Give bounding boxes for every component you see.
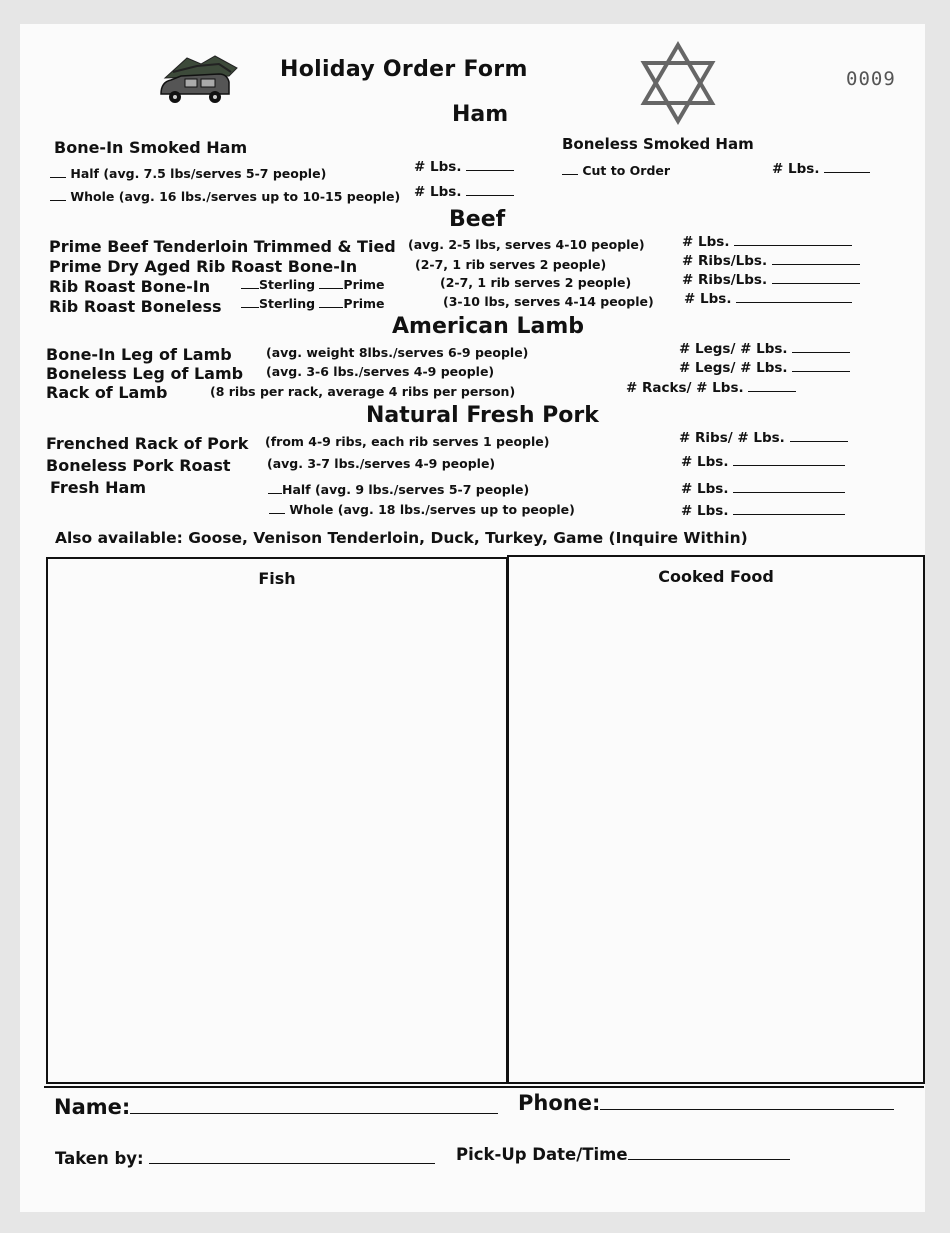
beef-dry-aged-qty-field[interactable]: # Ribs/Lbs. xyxy=(682,253,860,269)
star-of-david-icon xyxy=(638,41,718,125)
phone-field[interactable]: Phone: xyxy=(518,1091,894,1115)
ham-half-option[interactable]: Half (avg. 7.5 lbs/serves 5-7 people) xyxy=(50,166,326,181)
beef-item-name: Prime Beef Tenderloin Trimmed & Tied xyxy=(49,237,396,256)
cooked-food-box-title: Cooked Food xyxy=(658,567,774,586)
pork-roast-qty-field[interactable]: # Lbs. xyxy=(681,454,845,470)
beef-rib-boneless-qty-field[interactable]: # Lbs. xyxy=(684,291,852,307)
lamb-rack-qty-field[interactable]: # Racks/ # Lbs. xyxy=(626,380,796,396)
pork-heading: Natural Fresh Pork xyxy=(366,403,599,428)
beef-item-name: Rib Roast Bone-In xyxy=(49,277,211,296)
beef-item-note: (3-10 lbs, serves 4-14 people) xyxy=(443,294,654,309)
beef-item-note: (2-7, 1 rib serves 2 people) xyxy=(440,275,632,290)
lamb-item-note: (avg. 3-6 lbs./serves 4-9 people) xyxy=(266,364,495,379)
ham-heading: Ham xyxy=(452,102,509,127)
also-available-note: Also available: Goose, Venison Tenderloin, Duck, Turkey, Game (Inquire Within) xyxy=(55,529,748,547)
lamb-heading: American Lamb xyxy=(392,314,585,339)
lamb-item-note: (avg. weight 8lbs./serves 6-9 people) xyxy=(266,345,529,360)
ham-cut-to-order-option[interactable]: Cut to Order xyxy=(562,163,670,178)
pork-item-name: Fresh Ham xyxy=(50,478,146,497)
order-form-page xyxy=(20,24,925,1212)
serial-number: 0009 xyxy=(846,68,896,90)
beef-rib-bone-in-qty-field[interactable]: # Ribs/Lbs. xyxy=(682,272,860,288)
beef-heading: Beef xyxy=(449,207,506,232)
beef-item-name: Rib Roast Boneless xyxy=(49,297,222,316)
beef-grade-options[interactable]: Sterling Prime xyxy=(241,277,385,292)
boneless-ham-lbs-field[interactable]: # Lbs. xyxy=(772,161,870,177)
pork-item-note: (from 4-9 ribs, each rib serves 1 people) xyxy=(265,434,550,449)
cooked-food-box[interactable] xyxy=(507,555,925,1084)
beef-item-note: (avg. 2-5 lbs, serves 4-10 people) xyxy=(408,237,645,252)
boneless-ham-label: Boneless Smoked Ham xyxy=(562,135,754,153)
pork-rack-qty-field[interactable]: # Ribs/ # Lbs. xyxy=(679,430,848,446)
lamb-bone-in-qty-field[interactable]: # Legs/ # Lbs. xyxy=(679,341,850,357)
fish-box-title: Fish xyxy=(258,569,296,588)
fish-box[interactable] xyxy=(46,557,508,1084)
ham-half-lbs-field[interactable]: # Lbs. xyxy=(414,159,514,175)
lamb-boneless-qty-field[interactable]: # Legs/ # Lbs. xyxy=(679,360,850,376)
beef-item-note: (2-7, 1 rib serves 2 people) xyxy=(415,257,607,272)
beef-item-name: Prime Dry Aged Rib Roast Bone-In xyxy=(49,257,358,276)
beef-tenderloin-qty-field[interactable]: # Lbs. xyxy=(682,234,852,250)
fresh-ham-whole-qty-field[interactable]: # Lbs. xyxy=(681,503,845,519)
ham-whole-option[interactable]: Whole (avg. 16 lbs./serves up to 10-15 people) xyxy=(50,189,400,204)
lamb-item-note: (8 ribs per rack, average 4 ribs per person) xyxy=(210,384,516,399)
pork-item-note: (avg. 3-7 lbs./serves 4-9 people) xyxy=(267,456,496,471)
taken-by-field[interactable]: Taken by: xyxy=(55,1149,435,1168)
fresh-ham-half-option[interactable]: Half (avg. 9 lbs./serves 5-7 people) xyxy=(268,482,529,497)
pork-item-name: Boneless Pork Roast xyxy=(46,456,231,475)
fresh-ham-whole-option[interactable]: Whole (avg. 18 lbs./serves up to people) xyxy=(269,502,575,517)
beef-grade-options[interactable]: Sterling Prime xyxy=(241,296,385,311)
lamb-item-name: Boneless Leg of Lamb xyxy=(46,364,244,383)
lamb-item-name: Rack of Lamb xyxy=(46,383,168,402)
pork-item-name: Frenched Rack of Pork xyxy=(46,434,249,453)
ham-whole-lbs-field[interactable]: # Lbs. xyxy=(414,184,514,200)
name-field[interactable]: Name: xyxy=(54,1095,498,1119)
lamb-item-name: Bone-In Leg of Lamb xyxy=(46,345,232,364)
form-title: Holiday Order Form xyxy=(280,57,528,82)
fresh-ham-half-qty-field[interactable]: # Lbs. xyxy=(681,481,845,497)
divider xyxy=(44,1086,924,1088)
pickup-date-field[interactable]: Pick-Up Date/Time xyxy=(456,1145,790,1164)
bone-in-ham-label: Bone-In Smoked Ham xyxy=(54,138,248,157)
car-with-tree-icon xyxy=(157,52,243,110)
